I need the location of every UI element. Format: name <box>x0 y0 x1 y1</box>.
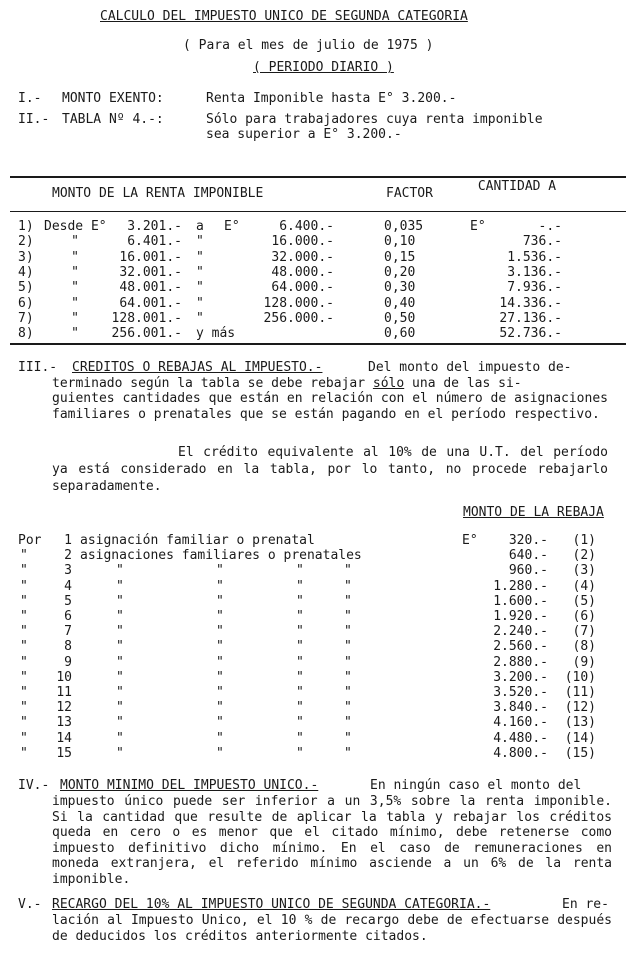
credit-ditto: " <box>20 639 28 655</box>
credit-row-ref: (5) <box>572 593 596 609</box>
credit-ditto: " <box>216 745 224 761</box>
tax-row-a: " <box>196 295 204 311</box>
credit-row-ref: (10) <box>564 669 596 685</box>
tax-row-from: 16.001.- <box>119 249 182 265</box>
tax-row-a: " <box>196 249 204 265</box>
credit-row-amount: 2.240.- <box>493 624 548 640</box>
tax-row-from: 64.001.- <box>119 295 182 311</box>
tax-row-to: 16.000.- <box>271 234 334 250</box>
tax-row-factor: 0,40 <box>384 295 416 311</box>
credit-row-amount: 1.280.- <box>493 578 548 594</box>
credit-ditto: " <box>296 715 304 731</box>
credit-ditto: " <box>116 624 124 640</box>
col-header-cantidad: CANTIDAD A <box>477 179 557 194</box>
credit-ditto: " <box>116 700 124 716</box>
credit-ditto: " <box>116 730 124 746</box>
credit-row-number: 13 <box>56 715 72 731</box>
credit-row-ref: (13) <box>564 715 596 731</box>
credit-row-number: 1 <box>64 533 72 548</box>
tax-row-number: 6) <box>18 295 34 311</box>
credit-row-ref: (3) <box>572 563 596 579</box>
credit-row-ref: (15) <box>564 745 596 761</box>
col-header-factor: FACTOR <box>386 186 433 201</box>
tax-row-from: 256.001.- <box>111 326 182 342</box>
credit-ditto: " <box>344 700 352 716</box>
credit-ditto: " <box>344 745 352 761</box>
tax-row-to: 32.000.- <box>271 249 334 265</box>
credit-ditto: " <box>216 685 224 700</box>
credit-row-ref: (4) <box>572 578 596 594</box>
tax-row-factor: 0,035 <box>384 219 424 234</box>
credit-ditto: " <box>344 578 352 594</box>
credit-ditto: " <box>216 578 224 594</box>
credit-row-ref: (8) <box>572 639 596 655</box>
credit-row-number: 7 <box>64 624 72 640</box>
credit-ditto: " <box>216 593 224 609</box>
credit-ditto: " <box>116 669 124 685</box>
tax-row-number: 1) <box>18 219 34 234</box>
credit-ditto: " <box>296 639 304 655</box>
credit-ditto: " <box>296 624 304 640</box>
section-2-line-2: sea superior a E° 3.200.- <box>206 127 402 142</box>
credit-ditto: " <box>20 624 28 640</box>
tax-row-number: 2) <box>18 234 34 250</box>
credit-row-ref: (12) <box>564 700 596 716</box>
tax-row-desde: " <box>71 326 79 342</box>
credit-ditto: " <box>20 715 28 731</box>
tax-row-rebajar: 736.- <box>522 234 562 250</box>
tax-row-desde: " <box>71 234 79 250</box>
credit-ditto: " <box>20 730 28 746</box>
section-3-paragraph-1: guientes cantidades que están en relación con el número de asignaciones familiares o prenatales que se están pagando en el período respectivo. <box>52 391 608 422</box>
section-3-intro: Del monto del impuesto de- <box>368 360 572 375</box>
tax-row-to: 256.000.- <box>263 310 334 326</box>
credit-row-amount: 1.920.- <box>493 609 548 624</box>
credit-row-amount: 4.480.- <box>493 730 548 746</box>
tax-row-a: " <box>196 264 204 280</box>
credit-row-text: asignaciones familiares o prenatales <box>80 548 362 564</box>
tax-row-from: 3.201.- <box>127 219 182 234</box>
credit-ditto: " <box>216 715 224 731</box>
section-1-text: Renta Imponible hasta E° 3.200.- <box>206 91 457 106</box>
table-header-rule <box>10 211 626 212</box>
credit-row-amount: 2.880.- <box>493 654 548 670</box>
credit-row-amount: 4.160.- <box>493 715 548 731</box>
section-4-number: IV.- <box>18 778 50 793</box>
tax-row-factor: 0,20 <box>384 264 416 280</box>
credit-row-amount: 320.- <box>508 533 548 548</box>
credit-ditto: " <box>296 593 304 609</box>
credit-ditto: " <box>20 685 28 700</box>
section-2-line-1: Sólo para trabajadores cuya renta imponible <box>206 112 543 127</box>
section-5-intro: En re- <box>562 897 609 912</box>
credit-row-text: asignación familiar o prenatal <box>80 533 315 548</box>
tax-row-to: 64.000.- <box>271 280 334 296</box>
tax-row-rebajar: 27.136.- <box>499 310 562 326</box>
credit-ditto: " <box>20 578 28 594</box>
section-3-line-2 <box>52 376 608 391</box>
credit-row-amount: 3.520.- <box>493 685 548 700</box>
credit-ditto: " <box>20 548 28 564</box>
credit-row-ref: (11) <box>564 685 596 700</box>
tax-row-number: 3) <box>18 249 34 265</box>
tax-row-desde: " <box>71 295 79 311</box>
credit-row-ref: (14) <box>564 730 596 746</box>
tax-row-number: 7) <box>18 310 34 326</box>
credit-row-amount: 3.200.- <box>493 669 548 685</box>
credit-ditto: " <box>116 715 124 731</box>
credit-ditto: " <box>116 609 124 624</box>
credit-ditto: " <box>344 624 352 640</box>
credit-ditto: " <box>116 685 124 700</box>
credit-ditto: " <box>296 563 304 579</box>
credit-ditto: " <box>344 715 352 731</box>
credit-row-number: 3 <box>64 563 72 579</box>
credit-ditto: " <box>296 654 304 670</box>
credit-ditto: " <box>216 609 224 624</box>
monto-rebaja-header: MONTO DE LA REBAJA <box>463 505 604 520</box>
section-1-label: MONTO EXENTO: <box>62 91 164 106</box>
tax-row-number: 8) <box>18 326 34 342</box>
period-label: ( PERIODO DIARIO ) <box>253 60 394 75</box>
section-3-paragraph-2: El crédito equivalente al 10% de una U.T. del período ya está considerado en la tabla, por lo tanto, no procede rebajarlo separadamente. <box>52 445 608 494</box>
tax-row-factor: 0,50 <box>384 310 416 326</box>
credit-row-number: 9 <box>64 654 72 670</box>
section-3-title: CREDITOS O REBAJAS AL IMPUESTO.- <box>72 360 323 375</box>
credit-ditto: " <box>116 654 124 670</box>
credit-ditto: " <box>344 669 352 685</box>
credit-row-number: 15 <box>56 745 72 761</box>
tax-row-a: " <box>196 234 204 250</box>
section-2-number: II.- <box>18 112 50 127</box>
section-1-number: I.- <box>18 91 42 106</box>
credit-row-number: 11 <box>56 685 72 700</box>
credit-ditto: " <box>344 609 352 624</box>
tax-row-number: 4) <box>18 264 34 280</box>
tax-row-currency-2: E° <box>470 219 486 234</box>
credit-ditto: " <box>116 593 124 609</box>
document-subtitle: ( Para el mes de julio de 1975 ) <box>183 38 434 53</box>
credit-ditto: " <box>296 685 304 700</box>
credit-row-ref: (6) <box>572 609 596 624</box>
credit-ditto: " <box>216 700 224 716</box>
credit-row-ref: (9) <box>572 654 596 670</box>
tax-row-rebajar: 14.336.- <box>499 295 562 311</box>
tax-row-from: 32.001.- <box>119 264 182 280</box>
tax-row-rebajar: 7.936.- <box>507 280 562 296</box>
credit-ditto: " <box>344 639 352 655</box>
document-title: CALCULO DEL IMPUESTO UNICO DE SEGUNDA CATEGORIA <box>100 9 468 24</box>
credit-ditto: " <box>216 624 224 640</box>
credit-row-amount: 640.- <box>508 548 548 564</box>
tax-row-rebajar: -.- <box>538 219 562 234</box>
tax-row-factor: 0,10 <box>384 234 416 250</box>
credit-row-number: 4 <box>64 578 72 594</box>
section-3-solo: sólo <box>372 376 405 391</box>
tax-row-a: " <box>196 310 204 326</box>
credit-ditto: " <box>116 639 124 655</box>
section-4-title: MONTO MINIMO DEL IMPUESTO UNICO.- <box>60 778 319 793</box>
tax-row-desde: " <box>71 310 79 326</box>
tax-row-a: y más <box>196 326 236 342</box>
credit-row-number: 10 <box>56 669 72 685</box>
section-5-paragraph: lación al Impuesto Unico, el 10 % de recargo debe de efectuarse después de deducidos los créditos anteriormente citados. <box>52 913 612 944</box>
credit-row-amount: 960.- <box>508 563 548 579</box>
credit-ditto: " <box>296 700 304 716</box>
credit-ditto: " <box>116 745 124 761</box>
credit-ditto: " <box>116 563 124 579</box>
tax-row-to: 128.000.- <box>263 295 334 311</box>
section-3-text-b: una de las si- <box>412 376 522 391</box>
tax-row-to: 6.400.- <box>279 219 334 234</box>
section-5-number: V.- <box>18 897 42 912</box>
section-2-label: TABLA Nº 4.-: <box>62 112 164 127</box>
credit-ditto: " <box>296 745 304 761</box>
credit-row-amount: 1.600.- <box>493 593 548 609</box>
tax-row-from: 48.001.- <box>119 280 182 296</box>
credit-ditto: " <box>20 745 28 761</box>
credit-row-number: 8 <box>64 639 72 655</box>
credit-ditto: " <box>20 700 28 716</box>
credit-ditto: " <box>216 563 224 579</box>
tax-row-to: 48.000.- <box>271 264 334 280</box>
credit-ditto: " <box>344 730 352 746</box>
tax-row-factor: 0,60 <box>384 326 416 342</box>
tax-row-desde: " <box>71 264 79 280</box>
credit-ditto: " <box>296 609 304 624</box>
credit-ditto: " <box>216 669 224 685</box>
tax-row-factor: 0,15 <box>384 249 416 265</box>
credit-row-ref: (2) <box>572 548 596 564</box>
credit-row-amount: 2.560.- <box>493 639 548 655</box>
section-3-number: III.- <box>18 360 58 375</box>
section-4-intro: En ningún caso el monto del <box>370 778 582 793</box>
credit-ditto: " <box>296 578 304 594</box>
credit-row-number: 5 <box>64 593 72 609</box>
credit-ditto: " <box>116 578 124 594</box>
credit-ditto: " <box>20 654 28 670</box>
tax-row-currency: E° <box>224 219 240 234</box>
credit-por: Por <box>18 533 42 548</box>
credit-ditto: " <box>344 563 352 579</box>
tax-row-a: " <box>196 280 204 296</box>
tax-row-desde: Desde E° <box>44 219 107 234</box>
credit-row-number: 2 <box>64 548 72 564</box>
section-5-title: RECARGO DEL 10% AL IMPUESTO UNICO DE SEGUNDA CATEGORIA.- <box>52 897 491 912</box>
credit-ditto: " <box>20 563 28 579</box>
credit-ditto: " <box>344 593 352 609</box>
tax-row-number: 5) <box>18 280 34 296</box>
credit-row-number: 6 <box>64 609 72 624</box>
credit-ditto: " <box>20 593 28 609</box>
col-header-monto: MONTO DE LA RENTA IMPONIBLE <box>52 186 264 201</box>
credit-ditto: " <box>216 730 224 746</box>
credit-row-ref: (1) <box>572 533 596 548</box>
tax-row-a: a <box>196 219 204 234</box>
credit-ditto: " <box>216 639 224 655</box>
credit-ditto: " <box>296 669 304 685</box>
credit-ditto: " <box>216 654 224 670</box>
tax-row-factor: 0,30 <box>384 280 416 296</box>
credit-ditto: " <box>344 685 352 700</box>
table-top-rule <box>10 176 626 178</box>
credit-ditto: " <box>20 609 28 624</box>
credit-ditto: " <box>296 730 304 746</box>
tax-row-desde: " <box>71 280 79 296</box>
tax-row-desde: " <box>71 249 79 265</box>
section-4-paragraph: impuesto único puede ser inferior a un 3,5% sobre la renta imponible. Si la cantidad que resulte de aplicar la tabla y rebajar los créditos queda en cero o es menor que el citado mínimo, debe retenerse como impuesto definitivo dicho mínimo. En el caso de remuneraciones en moneda extranjera, el referido mínimo asciende a un 6% de la renta imponible. <box>52 794 612 887</box>
credit-currency: E° <box>462 533 478 548</box>
credit-ditto: " <box>344 654 352 670</box>
credit-row-ref: (7) <box>572 624 596 640</box>
tax-row-rebajar: 3.136.- <box>507 264 562 280</box>
credit-ditto: " <box>20 669 28 685</box>
credit-row-amount: 4.800.- <box>493 745 548 761</box>
section-3-text-a: terminado según la tabla se debe rebajar <box>52 376 366 391</box>
credit-row-number: 12 <box>56 700 72 716</box>
tax-row-from: 128.001.- <box>111 310 182 326</box>
tax-row-rebajar: 52.736.- <box>499 326 562 342</box>
tax-row-rebajar: 1.536.- <box>507 249 562 265</box>
tax-row-from: 6.401.- <box>127 234 182 250</box>
credit-row-number: 14 <box>56 730 72 746</box>
credit-row-amount: 3.840.- <box>493 700 548 716</box>
table-bottom-rule <box>10 343 626 345</box>
